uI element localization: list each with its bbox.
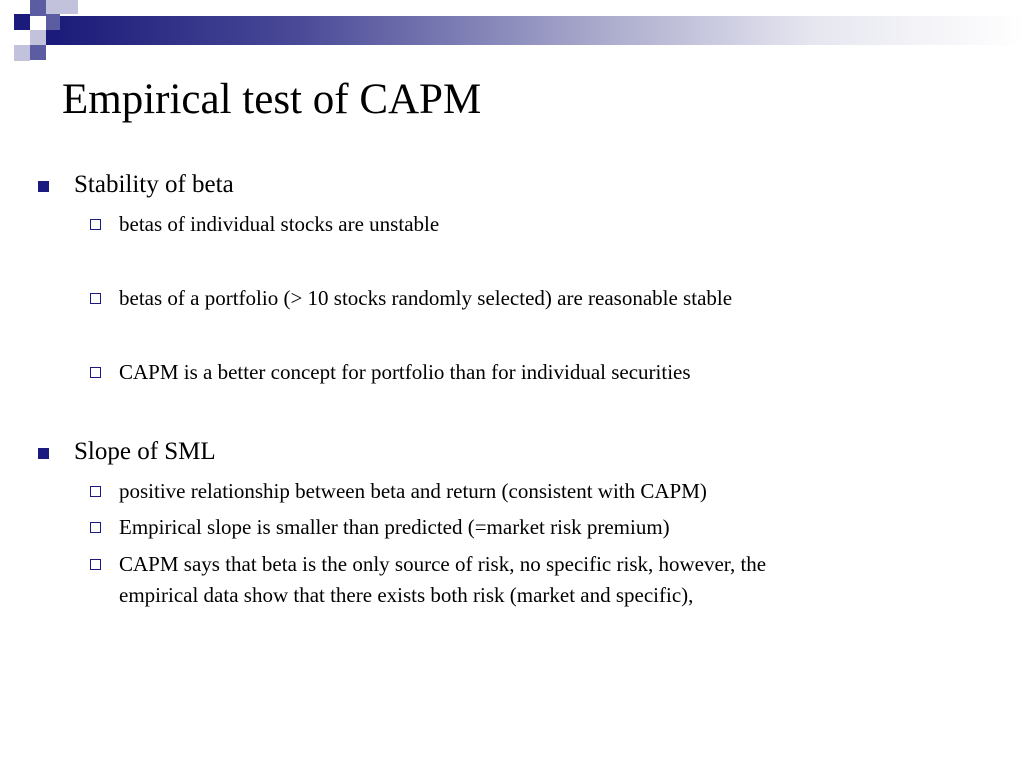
deco-square [60,0,78,14]
deco-square [46,30,60,45]
deco-square [46,14,60,30]
hollow-square-bullet-icon [90,559,101,570]
list-item: Empirical slope is smaller than predicted (=market risk premium) [119,515,670,539]
list-item: betas of individual stocks are unstable [119,212,440,236]
list-item-continuation: empirical data show that there exists both risk (market and specific), [119,583,694,607]
hollow-square-bullet-icon [90,219,101,230]
deco-square [14,14,30,30]
deco-square [14,45,30,61]
list-item: CAPM is a better concept for portfolio than for individual securities [119,360,691,384]
slide-title: Empirical test of CAPM [62,76,482,123]
header-decoration [0,0,1024,64]
list-item: betas of a portfolio (> 10 stocks randomly selected) are reasonable stable [119,286,733,310]
gradient-bar [60,16,1024,45]
section-heading: Slope of SML [74,438,216,465]
square-bullet-icon [38,448,49,459]
list-item: CAPM says that beta is the only source of risk, no specific risk, however, the [119,552,767,576]
hollow-square-bullet-icon [90,367,101,378]
deco-square [30,0,46,16]
deco-square [30,30,46,45]
square-bullet-icon [38,181,49,192]
deco-square [30,45,46,60]
hollow-square-bullet-icon [90,293,101,304]
hollow-square-bullet-icon [90,486,101,497]
section-heading: Stability of beta [74,171,234,198]
hollow-square-bullet-icon [90,522,101,533]
list-item: positive relationship between beta and return (consistent with CAPM) [119,479,707,503]
deco-square [46,0,60,14]
